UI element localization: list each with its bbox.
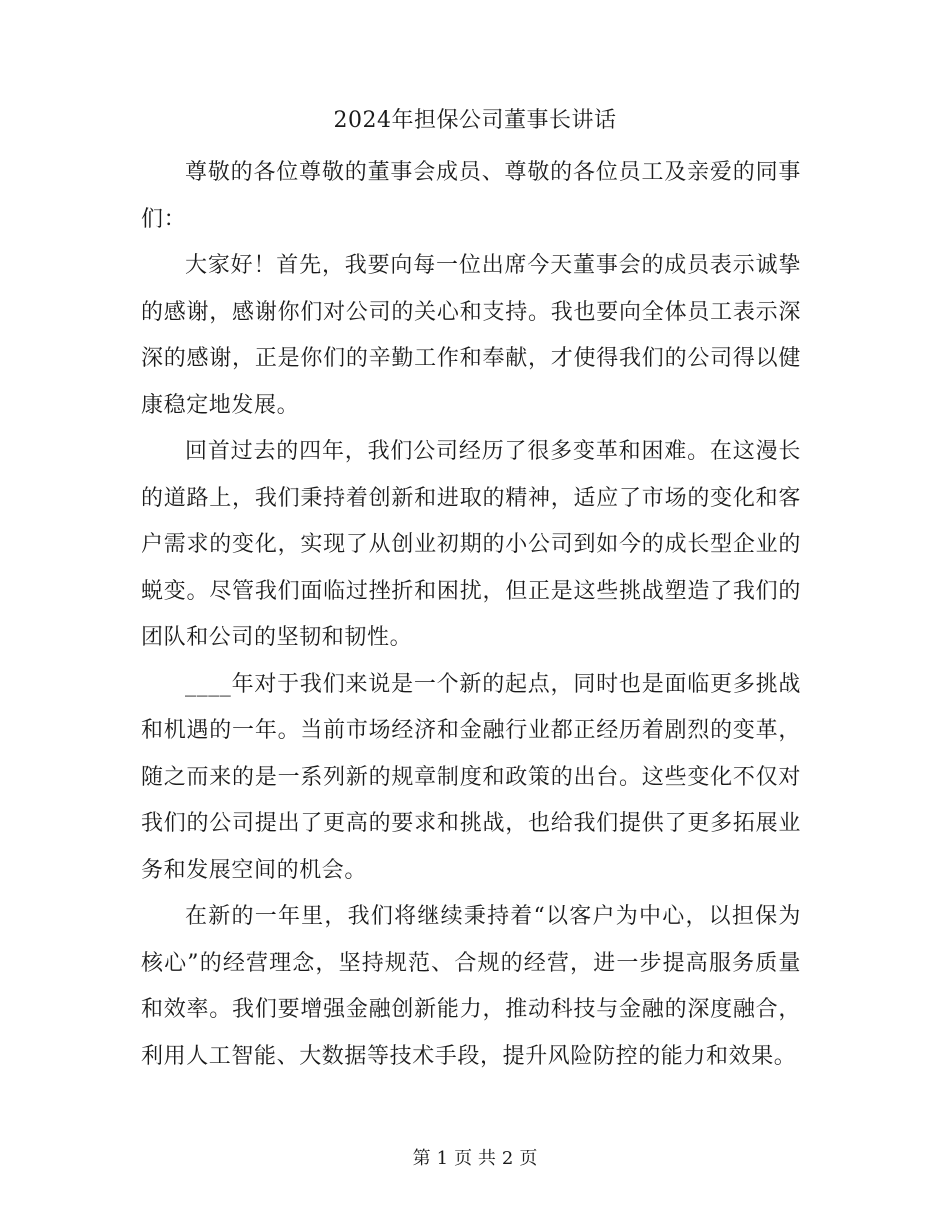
- footer-prefix: 第: [412, 1148, 431, 1169]
- paragraph-new-year: ____年对于我们来说是一个新的起点，同时也是面临更多挑战和机遇的一年。当前市场经济和金融行业都正经历着剧烈的变革，随之而来的是一系列新的规章制度和政策的出台。这些变化不仅对我们的公司提出了更高的要求和挑战，也给我们提供了更多拓展业务和发展空间的机会。: [141, 671, 801, 883]
- footer-total-pages: 2: [501, 1148, 514, 1169]
- paragraph-plan: 在新的一年里，我们将继续秉持着“以客户为中心，以担保为核心”的经营理念，坚持规范、合规的经营，进一步提高服务质量和效率。我们要增强金融创新能力，推动科技与金融的深度融合，利用人工智能、大数据等技术手段，提升风险防控的能力和效果。: [141, 904, 801, 1069]
- footer-current-page: 1: [436, 1148, 449, 1169]
- document-body: [141, 150, 801, 1080]
- page-footer: [0, 1147, 950, 1171]
- paragraph-review: 回首过去的四年，我们公司经历了很多变革和困难。在这漫长的道路上，我们秉持着创新和进取的精神，适应了市场的变化和客户需求的变化，实现了从创业初期的小公司到如今的成长型企业的蜕变。尽管我们面临过挫折和困扰，但正是这些挑战塑造了我们的团队和公司的坚韧和韧性。: [141, 439, 801, 650]
- document-title: 2024年担保公司董事长讲话: [333, 108, 617, 133]
- footer-mid: 页 共: [454, 1148, 496, 1169]
- footer-suffix: 页: [519, 1148, 538, 1169]
- paragraph-salutation: 尊敬的各位尊敬的董事会成员、尊敬的各位员工及亲爱的同事们：: [141, 160, 801, 232]
- paragraph-greeting: 大家好！首先，我要向每一位出席今天董事会的成员表示诚挚的感谢，感谢你们对公司的关心和支持。我也要向全体员工表示深深的感谢，正是你们的辛勤工作和奉献，才使得我们的公司得以健康稳定地发展。: [141, 253, 801, 418]
